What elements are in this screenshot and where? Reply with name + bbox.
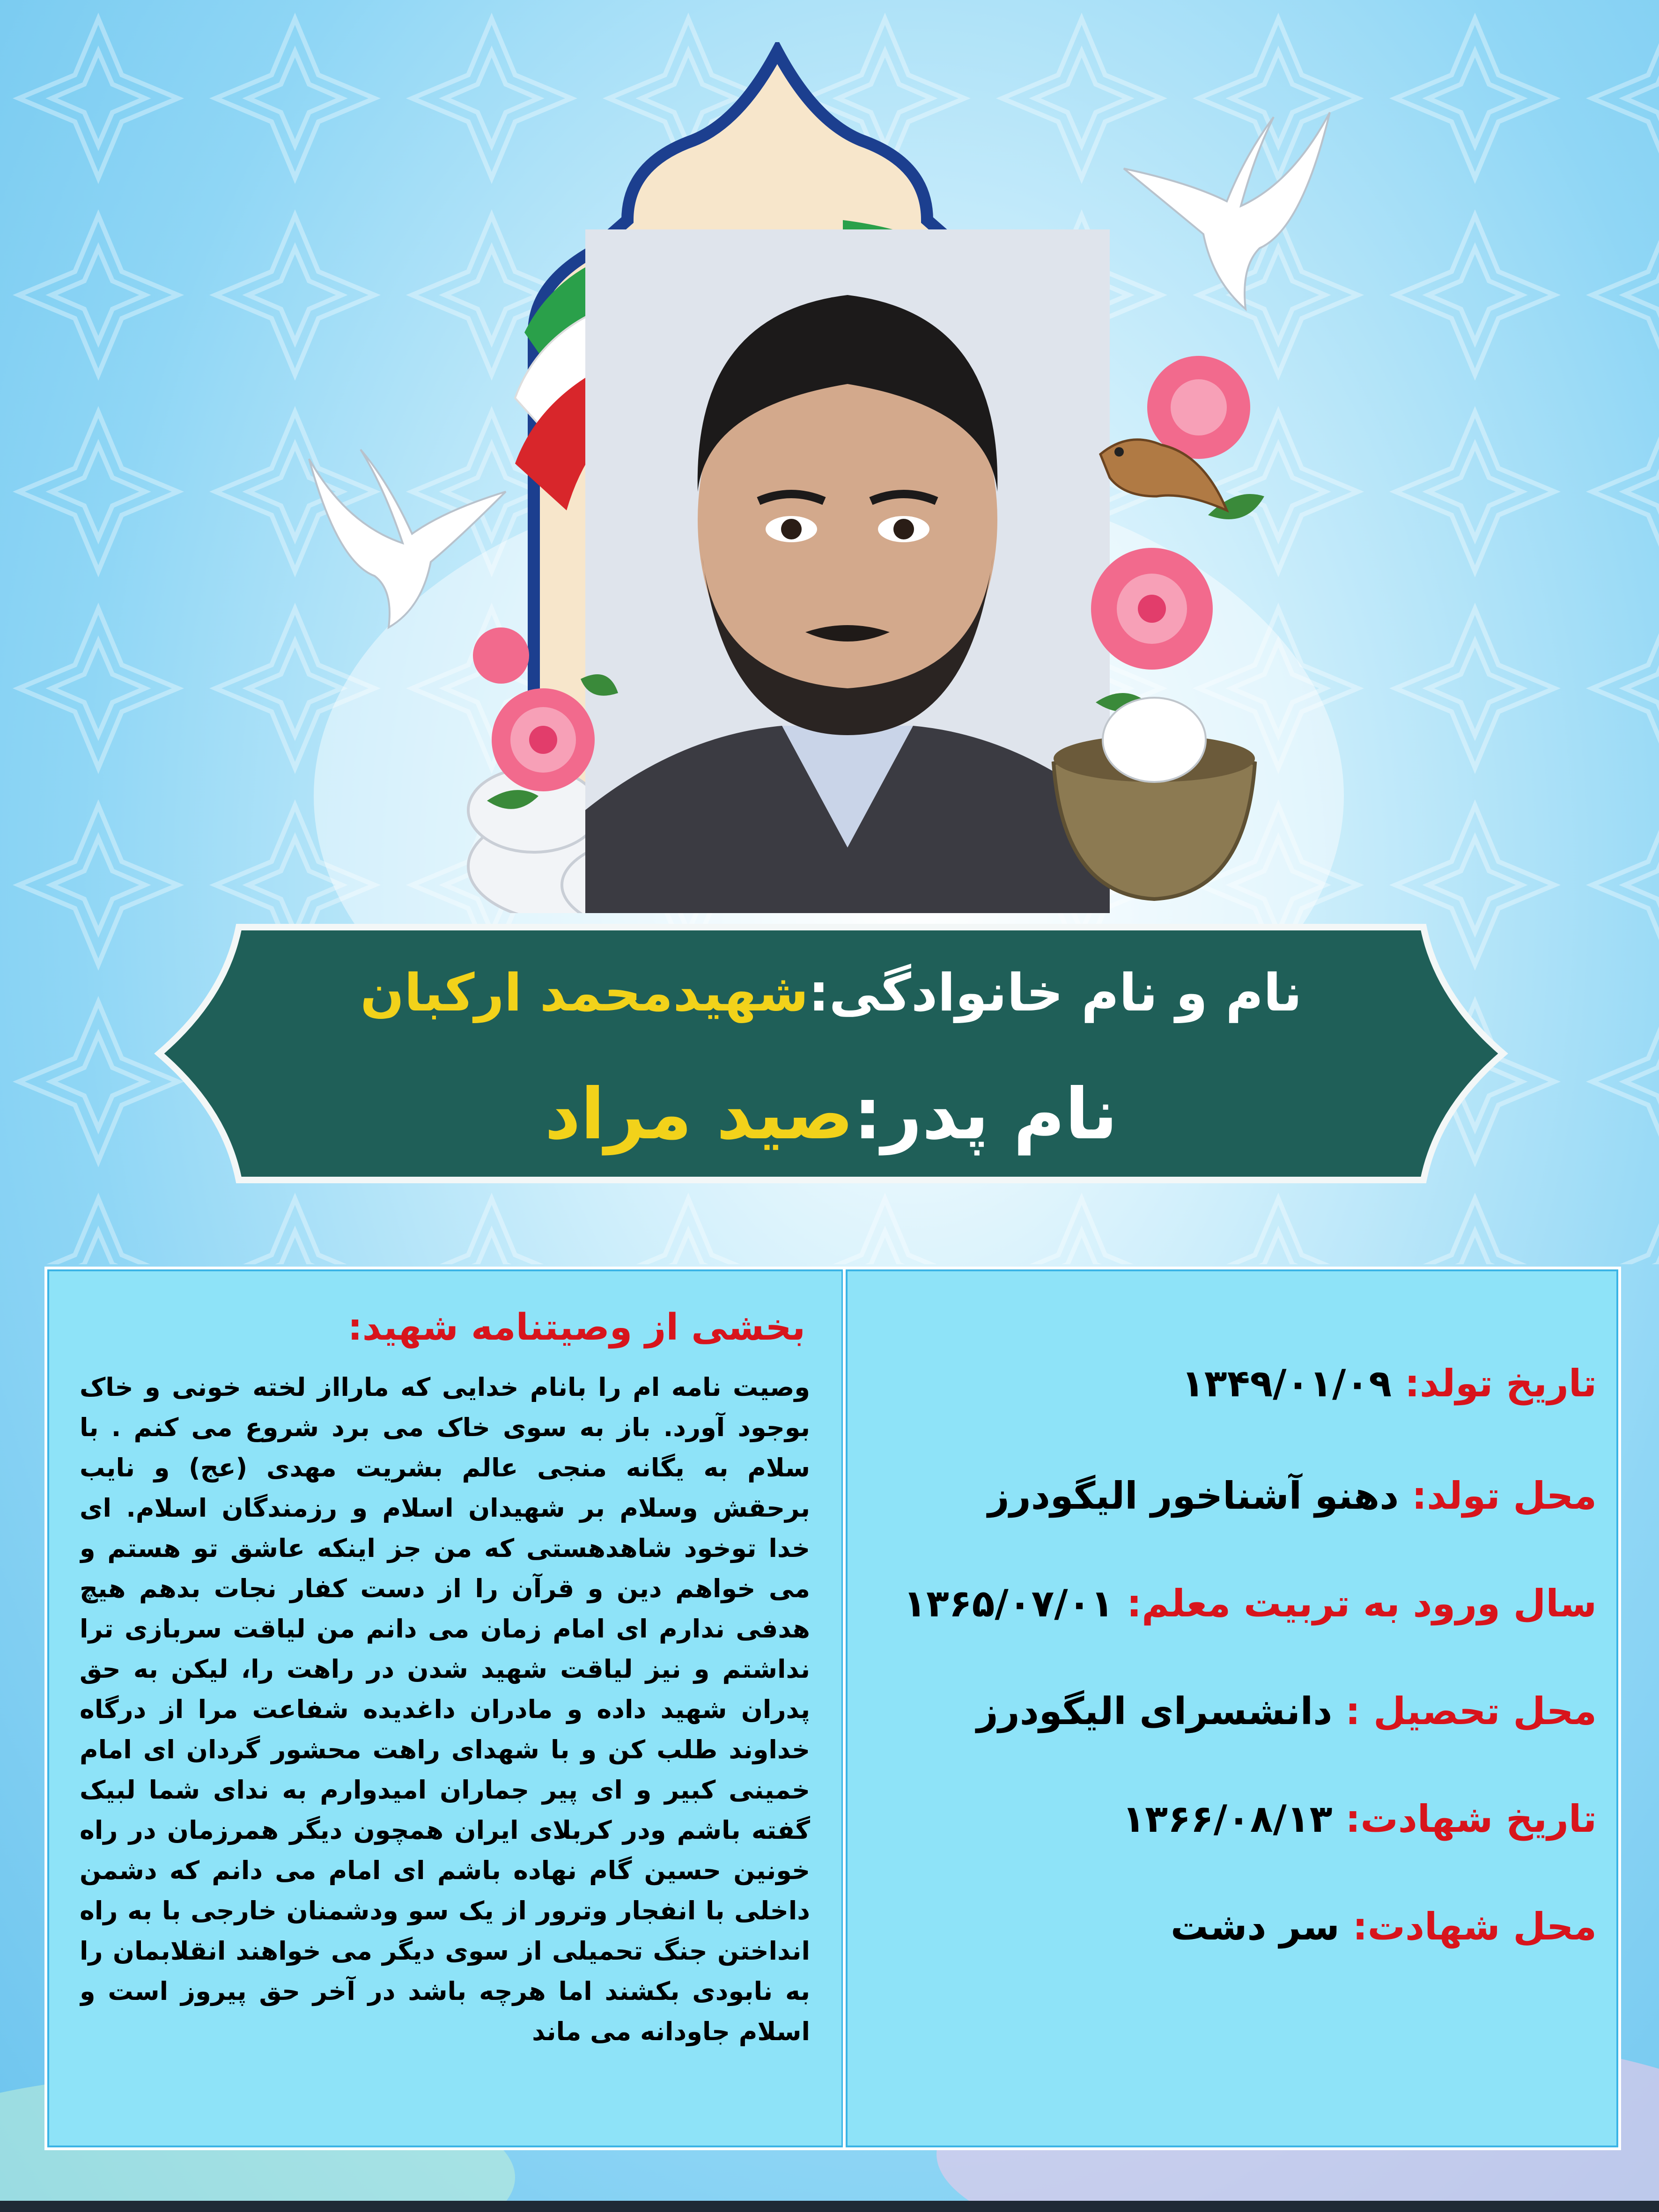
bird-icon (1091, 426, 1231, 534)
birth-date-row (866, 1349, 1597, 1419)
rose-icon (459, 585, 627, 829)
will-title: بخشی از وصیتنامه شهید: (347, 1306, 805, 1349)
martyrdom-place-row (866, 1892, 1597, 1962)
study-place-row (866, 1676, 1597, 1747)
info-value: دانشسرای الیگودرز (976, 1689, 1333, 1733)
info-label: تاریخ تولد: (1404, 1362, 1597, 1405)
name-value: شهیدمحمد ارکبان (360, 963, 809, 1023)
name-line (187, 946, 1475, 1040)
birth-place-row (866, 1461, 1597, 1531)
info-label: محل تولد: (1412, 1474, 1597, 1518)
name-label: نام و نام خانوادگی: (808, 963, 1302, 1023)
father-name-line (187, 1058, 1475, 1171)
info-value: ۱۳۴۹/۰۱/۰۹ (1181, 1362, 1392, 1405)
father-value: صید مراد (545, 1074, 854, 1155)
father-label: نام پدر: (853, 1074, 1118, 1155)
info-value: ۱۳۶۶/۰۸/۱۳ (1122, 1797, 1333, 1841)
helmet-icon (1044, 688, 1264, 904)
info-label: سال ورود به تربیت معلم: (1127, 1582, 1597, 1625)
will-text: وصیت نامه ام را بانام خدایی که مارااز لخته خونی و خاک بوجود آورد. باز به سوی خاک می برد شروع می کنم . با سلام به یگانه منجی عالم بشریت مهدی (عج) و نایب برحقش وسلام بر شهیدان اسلام و رزمندگان اسلام. ای خدا توخود شاهدهستی که من جز اینکه عاشق تو هستم و می خواهم دین و قرآن را از دست کفار نجات بدهم هیچ هدفی ندارم ای امام زمان می دانم من لیاقت سربازی ترا نداشتم و نیز لیاقت شهید شدن در راهت را، لیکن به حق پدران شهید داده و مادران داغدیده شفاعت مرا از درگاه خداوند طلب کن و با شهدای راهت محشور گردان ای امام خمینی کبیر و ای پیر جماران امیدوارم به ندای شما لبیک گفته باشم ودر کربلای ایران همچون دیگر همرزمان در راه خونین حسین گام نهاده باشم ای امام می دانم که دشمن داخلی با انفجار وترور از یک سو ودشمنان خارجی با به راه انداختن جنگ تحمیلی از سوی دیگر می خواهند انقلابمان را به نابودی بکشند اما هرچه باشد در آخر حق پیروز است و اسلام جاودانه می ماند (80, 1372, 810, 2046)
info-value: دهنو آشناخور الیگودرز (988, 1474, 1399, 1518)
info-value: ۱۳۶۵/۰۷/۰۱ (903, 1582, 1114, 1625)
martyrdom-date-row (866, 1784, 1597, 1854)
footer-strip (0, 2201, 1659, 2212)
teacher-training-entry-row (866, 1569, 1597, 1639)
info-value: سر دشت (1171, 1905, 1340, 1948)
info-label: محل شهادت: (1352, 1905, 1597, 1948)
info-label: محل تحصیل : (1345, 1689, 1597, 1733)
dove-icon (1105, 103, 1349, 318)
info-label: تاریخ شهادت: (1345, 1797, 1597, 1841)
martyr-portrait (585, 229, 1110, 913)
